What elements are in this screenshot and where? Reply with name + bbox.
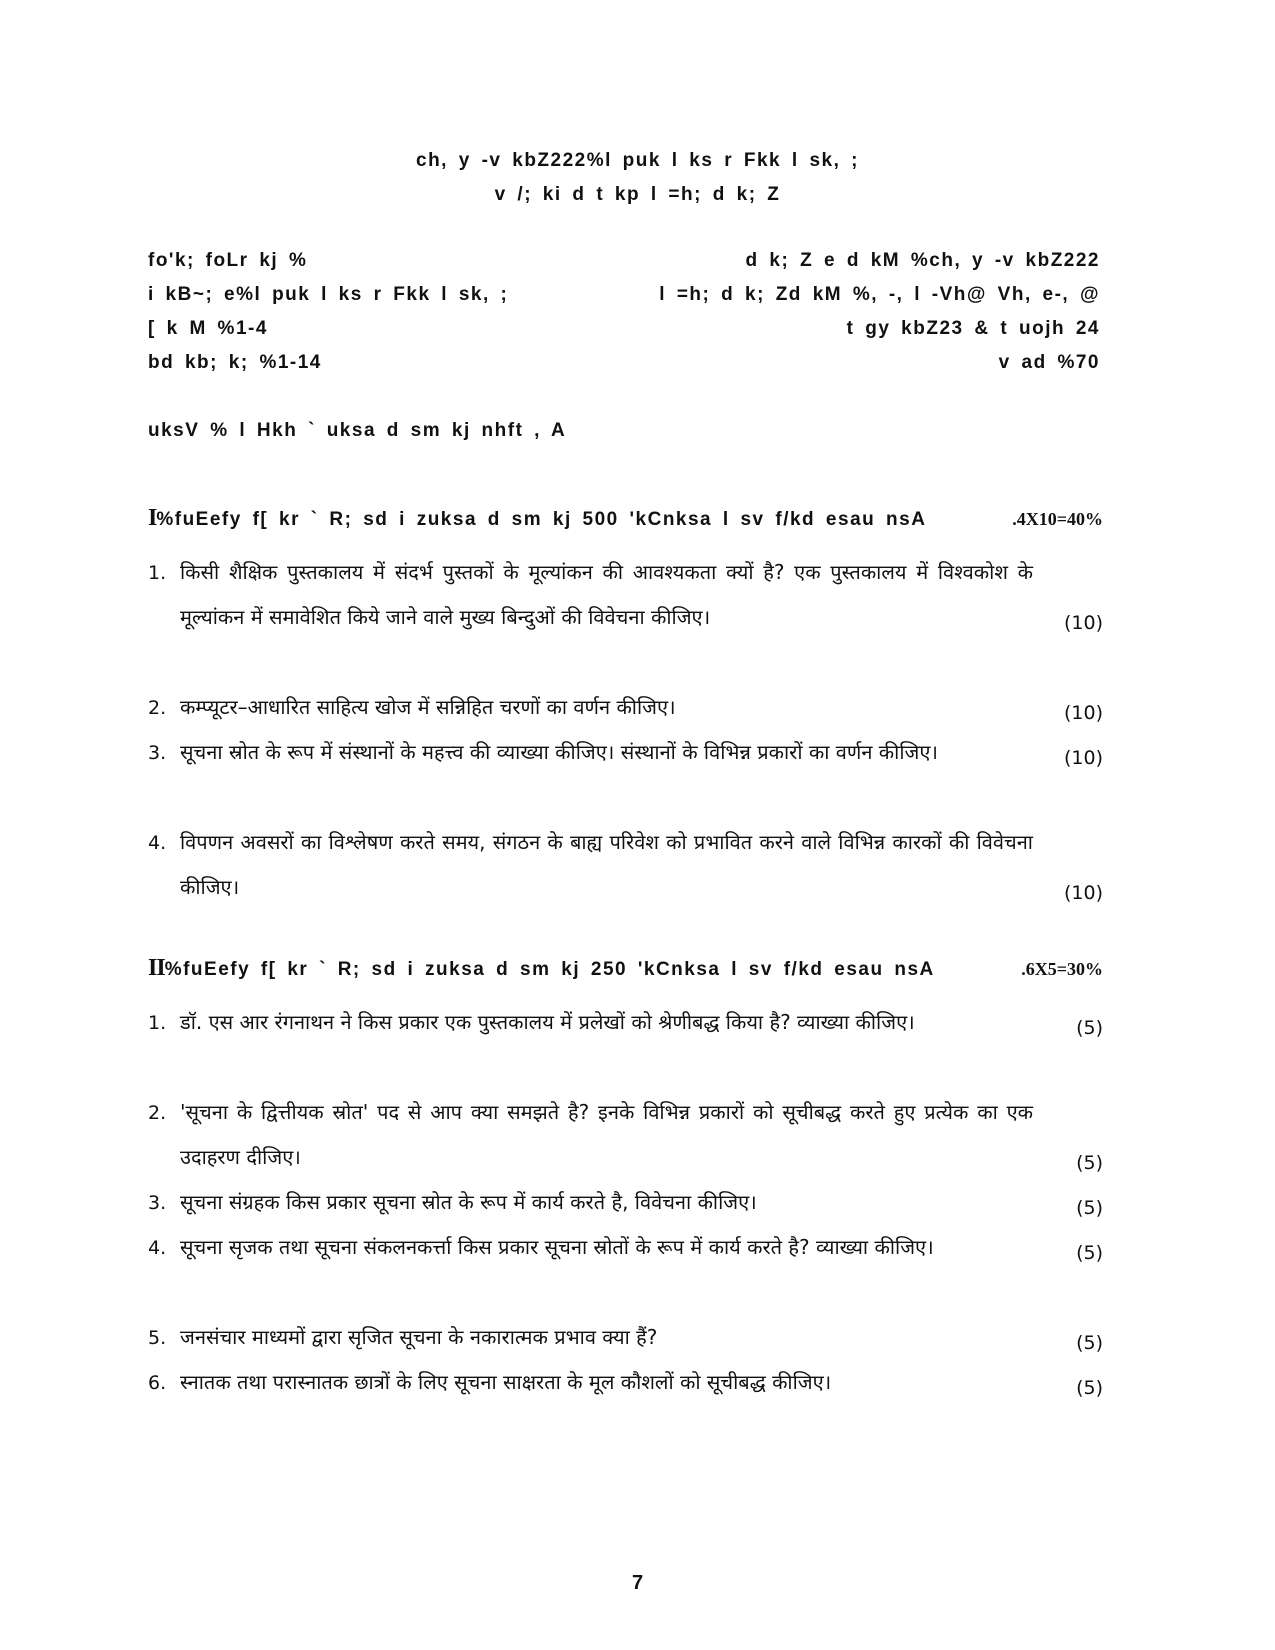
question-marks: (5) — [1076, 1332, 1103, 1354]
question-number: 2. — [148, 697, 167, 719]
question-marks: (5) — [1076, 1197, 1103, 1219]
section-numeral: I — [148, 505, 157, 531]
question-number: 4. — [148, 1237, 167, 1259]
question-marks: (10) — [1063, 612, 1103, 634]
meta-total-marks: v ad %70 — [998, 352, 1100, 373]
question-number: 1. — [148, 562, 167, 584]
question-text: कम्प्यूटर–आधारित साहित्य खोज में सन्निहित चरणों का वर्णन कीजिए। — [180, 695, 676, 719]
question-item — [148, 1225, 1103, 1270]
section-marks: .4X10=40% — [1012, 509, 1103, 529]
meta-assignment-code: l =h; d k; Zd kM %, -, l -Vh@ Vh, e-, @ — [659, 284, 1100, 305]
question-item — [148, 1000, 1103, 1045]
instruction-note: uksV % l Hkh ` uksa d sm kj nhft , A — [148, 420, 567, 441]
section-heading-1 — [148, 505, 1103, 532]
question-text: सूचना स्रोत के रूप में संस्थानों के महत्त्व की व्याख्या कीजिए। संस्थानों के विभिन्न प्रकारों का वर्णन कीजिए। — [180, 740, 938, 764]
question-item — [148, 1360, 1103, 1405]
question-item — [148, 730, 1103, 775]
meta-session: t gy kbZ23 & t uojh 24 — [846, 318, 1100, 339]
assignment-subtitle: v /; ki d t kp l =h; d k; Z — [494, 184, 781, 205]
question-marks: (5) — [1076, 1377, 1103, 1399]
question-text: किसी शैक्षिक पुस्तकालय में संदर्भ पुस्तकों के मूल्यांकन की आवश्यकता क्यों है? एक पुस्तकालय में विश्वकोश के मूल्यांकन में समावेशित किये जाने वाले मुख्य बिन्दुओं की विवेचना कीजिए। — [180, 560, 1033, 629]
question-marks: (5) — [1076, 1017, 1103, 1039]
question-marks: (10) — [1063, 702, 1103, 724]
section-numeral: II — [148, 955, 165, 981]
section-instruction: %fuEefy f[ kr ` R; sd i zuksa d sm kj 250 'kCnksa l sv f/kd esau nsA — [164, 959, 935, 980]
question-text: डॉ. एस आर रंगनाथन ने किस प्रकार एक पुस्तकालय में प्रलेखों को श्रेणीबद्ध किया है? व्याख्या कीजिए। — [180, 1010, 915, 1034]
meta-program-code: d k; Z e d kM %ch, y -v kbZ222 — [745, 250, 1100, 271]
question-text: स्नातक तथा परास्नातक छात्रों के लिए सूचना साक्षरता के मूल कौशलों को सूचीबद्ध कीजिए। — [180, 1370, 832, 1394]
question-number: 3. — [148, 742, 167, 764]
question-item — [148, 1315, 1103, 1360]
meta-blocks: [ k M %1-4 — [148, 318, 268, 339]
question-number: 4. — [148, 832, 167, 854]
question-number: 5. — [148, 1327, 167, 1349]
question-text: सूचना संग्रहक किस प्रकार सूचना स्रोत के रूप में कार्य करते है, विवेचना कीजिए। — [180, 1190, 757, 1214]
question-marks: (5) — [1076, 1152, 1103, 1174]
question-text: 'सूचना के द्वित्तीयक स्रोत' पद से आप क्या समझते है? इनके विभिन्न प्रकारों को सूचीबद्ध करते हुए प्रत्येक का एक उदाहरण दीजिए। — [180, 1100, 1033, 1169]
meta-units: bd kb; k; %1-14 — [148, 352, 322, 373]
question-number: 1. — [148, 1012, 167, 1034]
meta-subject: fo'k; foLr kj % — [148, 250, 308, 271]
question-marks: (10) — [1063, 747, 1103, 769]
question-marks: (5) — [1076, 1242, 1103, 1264]
section-instruction: %fuEefy f[ kr ` R; sd i zuksa d sm kj 500 'kCnksa l sv f/kd esau nsA — [156, 509, 927, 530]
question-item — [148, 550, 1103, 640]
section-heading-2 — [148, 955, 1103, 982]
question-item — [148, 1180, 1103, 1225]
question-item — [148, 685, 1103, 730]
question-number: 6. — [148, 1372, 167, 1394]
question-text: जनसंचार माध्यमों द्वारा सृजित सूचना के नकारात्मक प्रभाव क्या हैं? — [180, 1325, 658, 1349]
question-item — [148, 820, 1103, 910]
question-marks: (10) — [1063, 882, 1103, 904]
section-marks: .6X5=30% — [1021, 959, 1103, 979]
assignment-title: ch, y -v kbZ222%l puk l ks r Fkk l sk, ; — [416, 150, 859, 171]
question-text: सूचना सृजक तथा सूचना संकलनकर्त्ता किस प्रकार सूचना स्रोतों के रूप में कार्य करते है? व्याख्या कीजिए। — [180, 1235, 934, 1259]
question-number: 2. — [148, 1102, 167, 1124]
question-number: 3. — [148, 1192, 167, 1214]
question-item — [148, 1090, 1103, 1180]
meta-course: i kB~; e%l puk l ks r Fkk l sk, ; — [148, 284, 509, 305]
question-text: विपणन अवसरों का विश्लेषण करते समय, संगठन के बाह्य परिवेश को प्रभावित करने वाले विभिन्न कारकों की विवेचना कीजिए। — [180, 830, 1033, 899]
page-number: 7 — [631, 1572, 644, 1594]
